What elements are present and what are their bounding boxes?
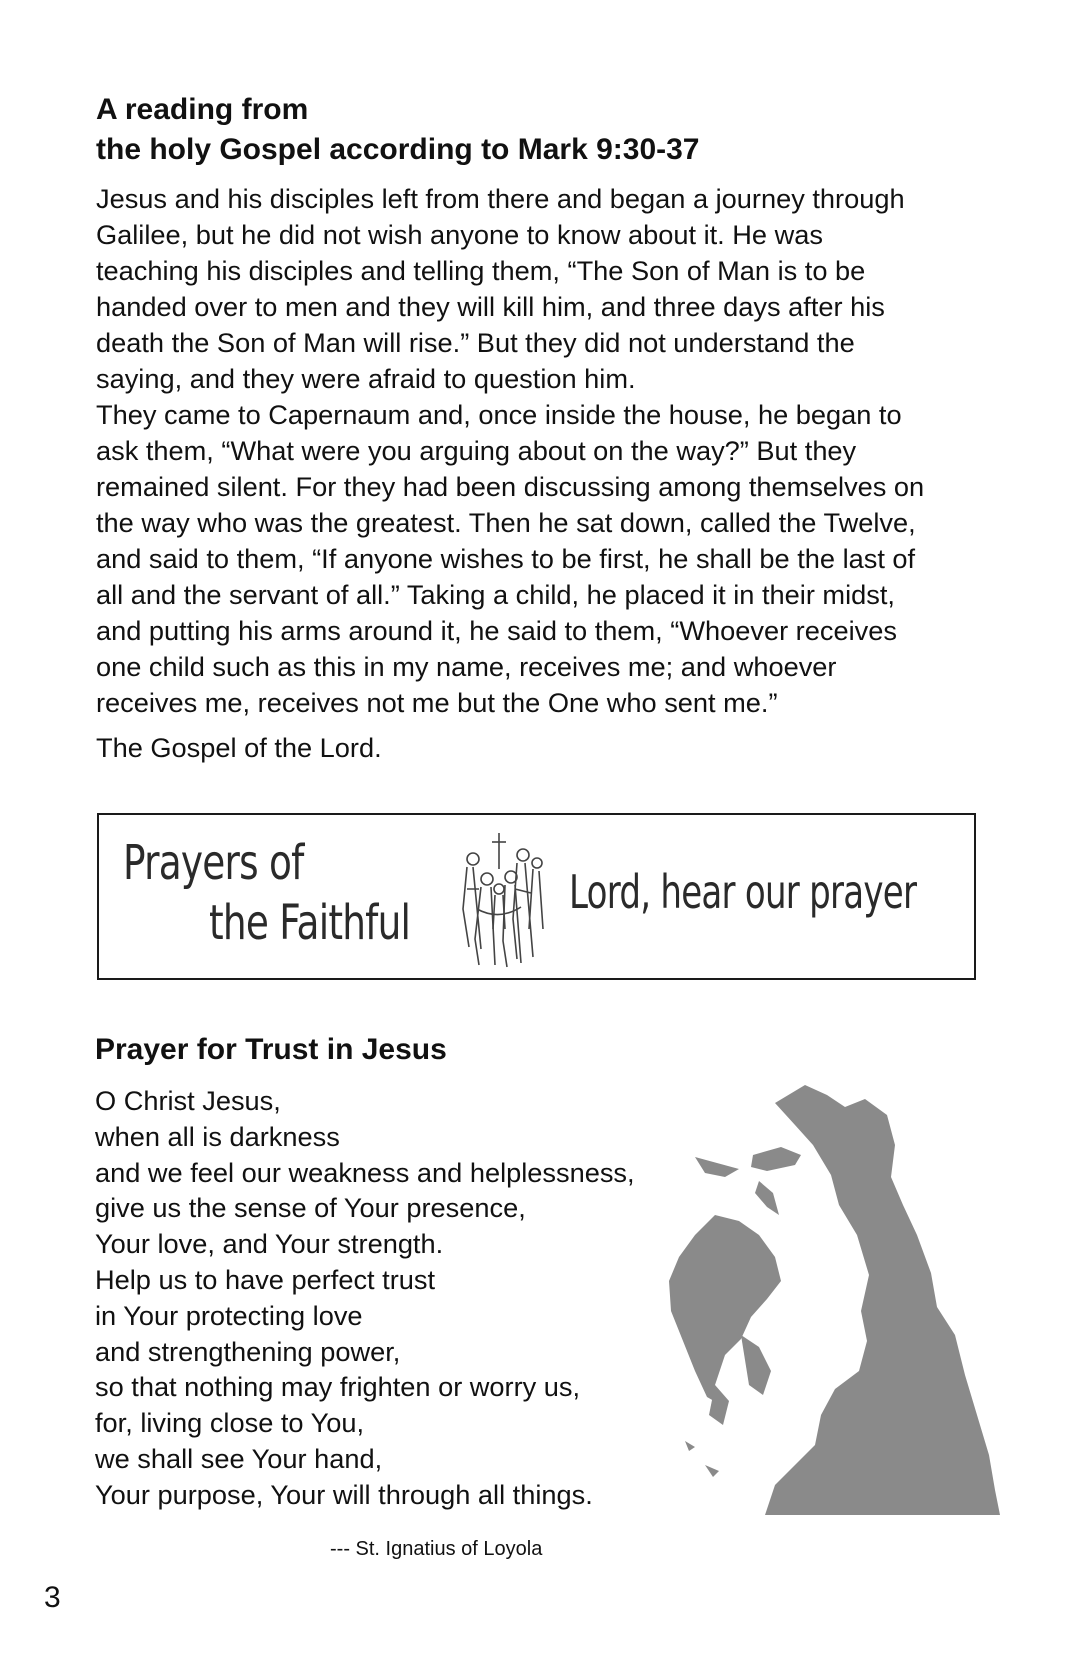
gospel-line: one child such as this in my name, receives me; and whoever (96, 651, 837, 682)
gospel-line: They came to Capernaum and, once inside the house, he began to (96, 399, 902, 430)
prayer-line: when all is darkness (95, 1120, 340, 1152)
gospel-line: and said to them, “If anyone wishes to be first, he shall be the last of (96, 543, 916, 574)
prayer-text (95, 1083, 635, 1513)
prayer-line: in Your protecting love (95, 1299, 363, 1331)
prayer-line: we shall see Your hand, (95, 1442, 383, 1474)
gospel-line: all and the servant of all.” Taking a child, he placed it in their midst, (96, 579, 895, 610)
gospel-line: Galilee, but he did not wish anyone to know about it. He was (96, 219, 823, 250)
prayer-title: Prayer for Trust in Jesus (95, 1033, 447, 1066)
prayer-line: O Christ Jesus, (95, 1085, 281, 1116)
gospel-line: handed over to men and they will kill him, and three days after his (96, 291, 885, 322)
gospel-line: teaching his disciples and telling them, “The Son of Man is to be (96, 255, 866, 286)
prayer-line: Your purpose, Your will through all things. (95, 1478, 593, 1510)
banner-title-line-2: the Faithful (209, 895, 411, 951)
gospel-line: ask them, “What were you arguing about on the way?” But they (96, 435, 857, 466)
page-number: 3 (44, 1581, 61, 1614)
reading-heading (96, 90, 1016, 170)
prayer-line: give us the sense of Your presence, (95, 1192, 526, 1224)
gospel-acclamation: The Gospel of the Lord. (96, 732, 382, 763)
gospel-line: remained silent. For they had been discussing among themselves on (96, 471, 925, 502)
jesus-portrait-icon (655, 1085, 1000, 1515)
gospel-line: and putting his arms around it, he said to them, “Whoever receives (96, 615, 897, 646)
prayer-line: and strengthening power, (95, 1335, 401, 1367)
prayer-line: so that nothing may frighten or worry us, (95, 1371, 581, 1403)
prayer-line: Help us to have perfect trust (95, 1263, 436, 1295)
prayer-attribution: --- St. Ignatius of Loyola (330, 1538, 543, 1560)
reading-heading-line-2: the holy Gospel according to Mark 9:30-37 (96, 133, 700, 166)
people-gathered-around-cross-icon (459, 829, 547, 969)
banner-response: Lord, hear our prayer (569, 865, 917, 919)
prayers-of-the-faithful-banner (97, 813, 976, 980)
gospel-line: Jesus and his disciples left from there and began a journey through (96, 183, 905, 214)
reading-heading-line-1: A reading from (96, 93, 309, 126)
banner-title-line-1: Prayers of (123, 835, 304, 891)
gospel-line: death the Son of Man will rise.” But they did not understand the (96, 327, 855, 358)
prayer-line: and we feel our weakness and helplessness, (95, 1156, 635, 1188)
prayer-line: for, living close to You, (95, 1407, 365, 1439)
gospel-line: the way who was the greatest. Then he sat down, called the Twelve, (96, 507, 916, 538)
gospel-line: saying, and they were afraid to question him. (96, 363, 636, 394)
prayer-line: Your love, and Your strength. (95, 1228, 444, 1260)
gospel-line: receives me, receives not me but the One who sent me.” (96, 687, 778, 718)
gospel-text (96, 181, 1026, 721)
